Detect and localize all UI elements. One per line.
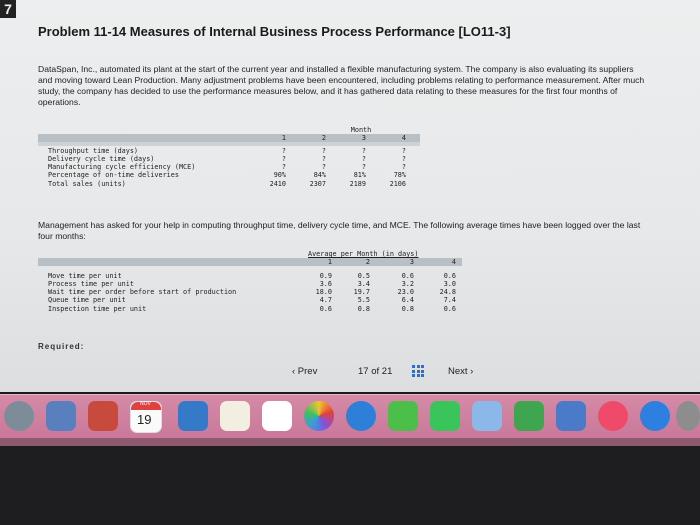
calendar-icon[interactable] (130, 401, 162, 433)
next-button[interactable]: Next › (448, 366, 474, 377)
column-header: 4 (401, 134, 406, 142)
table-cell: 0.8 (401, 305, 414, 313)
page-of: of (371, 366, 380, 377)
table-row (38, 272, 462, 280)
table-cell: 3.4 (357, 280, 370, 288)
row-label: Queue time per unit (48, 296, 126, 304)
row-label: Process time per unit (48, 280, 134, 288)
app-icon[interactable] (178, 401, 208, 431)
month-group-header: Month (350, 126, 372, 134)
table-cell: ? (401, 155, 406, 163)
table-cell: ? (361, 155, 366, 163)
table-cell: 18.0 (315, 288, 332, 296)
table-cell: 0.6 (401, 272, 414, 280)
app-icon[interactable] (88, 401, 118, 431)
table-cell: ? (281, 155, 286, 163)
average-group-header: Average per Month (in days) (308, 250, 419, 258)
table-cell: ? (361, 163, 366, 171)
messages-icon[interactable] (388, 401, 418, 431)
table-cell: 19.7 (353, 288, 370, 296)
dock (0, 394, 700, 439)
notes-icon[interactable] (220, 401, 250, 431)
table-cell: ? (321, 147, 326, 155)
table-cell: ? (401, 147, 406, 155)
table-row (38, 147, 420, 155)
table-cell: 0.6 (443, 272, 456, 280)
column-header: 2 (365, 258, 370, 266)
table-cell: 3.0 (443, 280, 456, 288)
table-cell: 0.8 (357, 305, 370, 313)
intro-paragraph: DataSpan, Inc., automated its plant at the start of the current year and installed a flexible manufacturing system. The company is also evaluating its suppliers and moving toward Lean Production. Many adjustment problems have been encountered, including problems relating to performance measurement. After much study, the company has decided to use the performance measures below, and it has gathered data relating to these measures for the first four months of operations. (38, 64, 645, 107)
table-cell: 3.2 (401, 280, 414, 288)
table-cell: 2410 (269, 180, 286, 188)
table-cell: 5.5 (357, 296, 370, 304)
reminders-icon[interactable] (262, 401, 292, 431)
table-cell: 4.7 (319, 296, 332, 304)
row-label: Throughput time (days) (48, 147, 139, 155)
table-cell: 0.6 (443, 305, 456, 313)
table-cell: 3.6 (319, 280, 332, 288)
header-band-sub (38, 142, 420, 146)
app-store-icon[interactable] (640, 401, 670, 431)
column-header: 4 (451, 258, 456, 266)
table-cell: ? (401, 163, 406, 171)
table-cell: 6.4 (401, 296, 414, 304)
table-cell: ? (321, 163, 326, 171)
photos-icon[interactable] (304, 401, 334, 431)
row-label: Wait time per order before start of production (48, 288, 237, 296)
app-icon[interactable] (472, 401, 502, 431)
column-header: 1 (327, 258, 332, 266)
table-cell: 90% (273, 171, 286, 179)
pagination (0, 366, 700, 384)
table-cell: 84% (313, 171, 326, 179)
table-cell: ? (281, 147, 286, 155)
safari-icon[interactable] (346, 401, 376, 431)
table-cell: ? (281, 163, 286, 171)
row-label: Move time per unit (48, 272, 122, 280)
row-label: Manufacturing cycle efficiency (MCE) (48, 163, 196, 171)
system-preferences-icon[interactable] (676, 401, 700, 431)
calendar-day: 19 (137, 412, 152, 427)
column-header: 1 (281, 134, 286, 142)
numbers-icon[interactable] (514, 401, 544, 431)
page-current: 17 (358, 366, 369, 377)
photos-app-icon[interactable] (46, 401, 76, 431)
table-cell: 2307 (309, 180, 326, 188)
table-cell: ? (361, 147, 366, 155)
table-row (38, 171, 420, 179)
table-row (38, 163, 420, 171)
table-row (38, 280, 462, 288)
row-label: Percentage of on-time deliveries (48, 171, 179, 179)
table-cell: 2189 (349, 180, 366, 188)
required-heading: Required: (38, 342, 85, 351)
table-row (38, 296, 462, 304)
facetime-icon[interactable] (430, 401, 460, 431)
column-header: 3 (409, 258, 414, 266)
table-cell: 7.4 (443, 296, 456, 304)
prev-button[interactable]: ‹ Prev (292, 366, 318, 377)
table-row (38, 305, 462, 313)
table-cell: 24.8 (439, 288, 456, 296)
monitor-bezel (0, 446, 700, 525)
table-cell: 2106 (389, 180, 406, 188)
table-row (38, 288, 462, 296)
row-label: Inspection time per unit (48, 305, 147, 313)
table-cell: 0.5 (357, 272, 370, 280)
page-total: 21 (381, 366, 393, 377)
column-header: 3 (361, 134, 366, 142)
column-header-row (38, 258, 462, 266)
table-row (38, 155, 420, 163)
grid-icon[interactable] (412, 365, 424, 377)
table-row (38, 180, 420, 188)
management-paragraph: Management has asked for your help in computing throughput time, delivery cycle time, and MCE. The following average times have been logged over the last four months: (38, 220, 641, 241)
table-cell: 23.0 (397, 288, 414, 296)
launchpad-icon[interactable] (4, 401, 34, 431)
itunes-icon[interactable] (598, 401, 628, 431)
column-header: 2 (321, 134, 326, 142)
table-cell: 78% (393, 171, 406, 179)
table-cell: ? (321, 155, 326, 163)
dock-shelf (0, 438, 700, 446)
table-cell: 0.6 (319, 305, 332, 313)
row-label: Delivery cycle time (days) (48, 155, 155, 163)
row-label: Total sales (units) (48, 180, 126, 188)
keynote-icon[interactable] (556, 401, 586, 431)
page-indicator (358, 366, 392, 377)
column-header-row (38, 134, 420, 142)
calendar-month: NOV (140, 401, 151, 407)
table-cell: 81% (353, 171, 366, 179)
table-cell: 0.9 (319, 272, 332, 280)
page-title: Problem 11-14 Measures of Internal Business Process Performance [LO11-3] (38, 24, 511, 39)
corner-mark: 7 (0, 0, 16, 18)
